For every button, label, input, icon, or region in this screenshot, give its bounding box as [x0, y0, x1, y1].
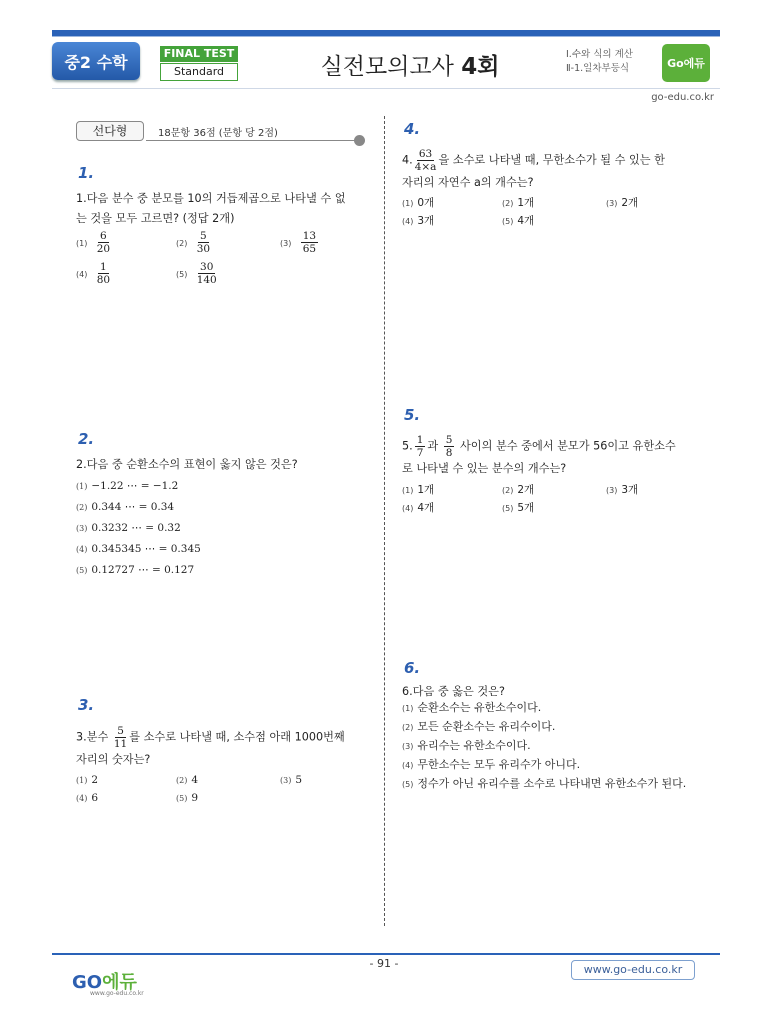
problem-3-question — [76, 725, 376, 770]
denominator: 140 — [196, 274, 217, 286]
denominator: 11 — [113, 738, 128, 750]
fraction — [114, 725, 127, 750]
unit-line-2: Ⅱ-1.일차부등식 — [566, 63, 630, 74]
problem-1-option-2 — [176, 230, 212, 255]
option-text: 5 — [295, 774, 303, 786]
option-marker: (1) — [402, 486, 414, 495]
fraction — [301, 230, 318, 255]
fraction — [197, 230, 210, 255]
option-text: 3개 — [417, 215, 435, 227]
problem-4-option-4 — [402, 212, 434, 231]
option-marker: (3) — [606, 199, 618, 208]
option-text: 순환소수는 유한소수이다. — [417, 701, 542, 714]
header-site-url: go-edu.co.kr — [651, 92, 714, 103]
problem-2-option-5 — [76, 560, 201, 581]
option-marker: (2) — [502, 486, 514, 495]
page-title — [300, 48, 520, 84]
problem-3-option-3 — [280, 771, 302, 790]
option-text: 1개 — [417, 484, 435, 496]
option-text: 2 — [91, 774, 99, 786]
problem-5-option-5 — [502, 499, 534, 518]
problem-4-number: 4. — [404, 120, 421, 138]
fraction — [444, 434, 455, 459]
problem-4-option-5 — [502, 212, 534, 231]
problem-4-line-1 — [402, 148, 702, 173]
denominator: 8 — [445, 447, 453, 459]
fraction — [415, 434, 426, 459]
fraction — [197, 261, 217, 286]
problem-1-line-1: 1.다음 분수 중 분모를 10의 거듭제곱으로 나타낼 수 없 — [76, 192, 346, 205]
problem-2-option-2 — [76, 497, 201, 518]
option-marker: (1) — [402, 199, 414, 208]
problem-5-option-3 — [606, 481, 638, 500]
problem-2-option-1 — [76, 476, 201, 497]
option-marker: (5) — [176, 794, 188, 803]
option-marker: (2) — [502, 199, 514, 208]
problem-5-line-2: 로 나타낼 수 있는 분수의 개수는? — [402, 462, 567, 475]
option-text: 0개 — [417, 197, 435, 209]
denominator: 4×a — [414, 161, 437, 173]
problem-6-number: 6. — [404, 659, 421, 677]
grade-badge: 중2 수학 — [52, 42, 140, 80]
option-text: 3개 — [621, 484, 639, 496]
option-marker: (4) — [76, 794, 88, 803]
option-text: 정수가 아닌 유리수를 소수로 나타내면 유한소수가 된다. — [417, 777, 687, 790]
option-marker: (4) — [76, 545, 88, 554]
option-marker: (5) — [402, 780, 414, 789]
problem-5-option-1 — [402, 481, 434, 500]
option-text: 0.12727 ⋯ = 0.12̇7̇ — [91, 564, 195, 576]
denominator: 65 — [302, 243, 317, 255]
option-marker: (1) — [76, 238, 88, 248]
problem-1-line-2: 는 것을 모두 고르면? (정답 2개) — [76, 212, 235, 225]
title-main: 실전모의고사 — [320, 54, 454, 80]
header-bar-line — [52, 36, 720, 37]
problem-3-line-1 — [76, 725, 376, 750]
problem-3-option-5 — [176, 789, 198, 808]
final-test-label: FINAL TEST — [160, 46, 238, 62]
problem-5-option-4 — [402, 499, 434, 518]
option-marker: (2) — [402, 723, 414, 732]
footer-line — [52, 953, 720, 955]
denominator: 80 — [96, 274, 111, 286]
go-edu-logo: Go에듀 — [662, 44, 710, 82]
unit-line-1: Ⅰ.수와 식의 계산 — [566, 49, 633, 60]
problem-6-option-4 — [402, 756, 686, 775]
problem-1-option-1 — [76, 230, 112, 255]
column-divider — [384, 116, 385, 926]
option-text: 5개 — [517, 502, 535, 514]
option-text: 0.344 ⋯ = 0.34̇ — [91, 501, 175, 513]
problem-4-option-1 — [402, 194, 434, 213]
option-marker: (4) — [402, 761, 414, 770]
option-marker: (2) — [176, 238, 188, 248]
option-marker: (4) — [76, 269, 88, 279]
denominator: 30 — [196, 243, 211, 255]
option-text: 6 — [91, 792, 99, 804]
numerator: 1 — [416, 434, 424, 446]
problem-4-line-2: 자리의 자연수 a의 개수는? — [402, 176, 534, 189]
option-text: 0.3232 ⋯ = 0.3̇2̇ — [91, 522, 181, 534]
option-marker: (1) — [76, 776, 88, 785]
q-text: 사이의 분수 중에서 분모가 56이고 유한소수 — [460, 439, 676, 453]
footer-logo-sub: www.go-edu.co.kr — [90, 990, 144, 997]
page-number: - 91 - — [369, 957, 399, 970]
numerator: 5 — [200, 230, 207, 242]
fraction — [97, 261, 110, 286]
option-marker: (2) — [76, 503, 88, 512]
option-text: 유리수는 유한소수이다. — [417, 739, 531, 752]
option-marker: (4) — [402, 217, 414, 226]
logo-go: GO — [72, 972, 103, 993]
footer-site-link[interactable]: www.go-edu.co.kr — [571, 960, 695, 980]
numerator: 5 — [117, 725, 124, 737]
problem-5-number: 5. — [404, 406, 421, 424]
header-divider — [52, 88, 720, 89]
option-text: 4 — [191, 774, 199, 786]
problem-6-option-2 — [402, 718, 686, 737]
numerator: 5 — [445, 434, 453, 446]
denominator: 7 — [416, 447, 424, 459]
problem-6-options — [402, 699, 686, 794]
problem-2-option-4 — [76, 539, 201, 560]
option-marker: (1) — [402, 704, 414, 713]
level-label: Standard — [160, 63, 238, 81]
problem-1-option-5 — [176, 261, 219, 286]
option-text: 9 — [191, 792, 199, 804]
denominator: 20 — [96, 243, 111, 255]
option-text: 4개 — [417, 502, 435, 514]
q-text: 을 소수로 나타낼 때, 무한소수가 될 수 있는 한 — [438, 153, 665, 167]
problem-4-question — [402, 148, 702, 193]
title-number: 4회 — [461, 54, 500, 80]
fraction — [415, 148, 437, 173]
problem-1-question — [76, 189, 372, 229]
q-text: 를 소수로 나타낼 때, 소수점 아래 1000번째 — [129, 730, 345, 744]
problem-2-number: 2. — [78, 430, 95, 448]
problem-1-number: 1. — [78, 164, 95, 182]
option-marker: (3) — [606, 486, 618, 495]
problem-2-question: 2.다음 중 순환소수의 표현이 옳지 않은 것은? — [76, 458, 298, 471]
option-marker: (3) — [280, 776, 292, 785]
option-marker: (4) — [402, 504, 414, 513]
option-text: 2개 — [621, 197, 639, 209]
option-text: −1.22 ⋯ = −1.2̇ — [91, 480, 179, 492]
problem-2-option-3 — [76, 518, 201, 539]
section-underline — [146, 140, 358, 141]
section-dot — [354, 135, 365, 146]
problem-3-option-2 — [176, 771, 198, 790]
numerator: 30 — [200, 261, 214, 273]
problem-1-option-4 — [76, 261, 112, 286]
option-marker: (5) — [502, 504, 514, 513]
option-marker: (5) — [502, 217, 514, 226]
option-text: 모든 순환소수는 유리수이다. — [417, 720, 556, 733]
problem-6-option-1 — [402, 699, 686, 718]
numerator: 6 — [100, 230, 107, 242]
problem-2-options — [76, 476, 201, 581]
option-text: 1개 — [517, 197, 535, 209]
problem-4-option-3 — [606, 194, 638, 213]
numerator: 1 — [100, 261, 107, 273]
option-text: 무한소수는 모두 유리수가 아니다. — [417, 758, 581, 771]
option-marker: (2) — [176, 776, 188, 785]
q-text: 5. — [402, 439, 413, 453]
unit-info — [566, 48, 656, 76]
q-text: 과 — [427, 439, 439, 453]
problem-6-option-3 — [402, 737, 686, 756]
section-info: 18문항 36점 (문항 당 2점) — [158, 128, 278, 139]
option-marker: (3) — [402, 742, 414, 751]
numerator: 13 — [302, 230, 317, 242]
problem-4-option-2 — [502, 194, 534, 213]
option-text: 2개 — [517, 484, 535, 496]
option-marker: (5) — [76, 566, 88, 575]
logo-edu: 에듀 — [102, 972, 137, 993]
option-text: 4개 — [517, 215, 535, 227]
problem-1-option-3 — [280, 230, 320, 255]
q-text: 3.분수 — [76, 730, 109, 744]
problem-3-line-2: 자리의 숫자는? — [76, 753, 151, 766]
numerator: 63 — [418, 148, 433, 160]
option-text: 0.345345 ⋯ = 0.3̇45̇ — [91, 543, 201, 555]
option-marker: (3) — [76, 524, 88, 533]
problem-5-option-2 — [502, 481, 534, 500]
problem-5-question — [402, 434, 702, 479]
problem-3-option-4 — [76, 789, 98, 808]
problem-3-option-1 — [76, 771, 98, 790]
problem-6-question: 6.다음 중 옳은 것은? — [402, 685, 505, 698]
q-text: 4. — [402, 153, 413, 167]
problem-6-option-5 — [402, 775, 686, 794]
option-marker: (5) — [176, 269, 188, 279]
option-marker: (1) — [76, 482, 88, 491]
section-type-label: 선다형 — [76, 121, 144, 141]
option-marker: (3) — [280, 238, 292, 248]
problem-5-line-1 — [402, 434, 702, 459]
problem-3-number: 3. — [78, 696, 95, 714]
fraction — [97, 230, 110, 255]
